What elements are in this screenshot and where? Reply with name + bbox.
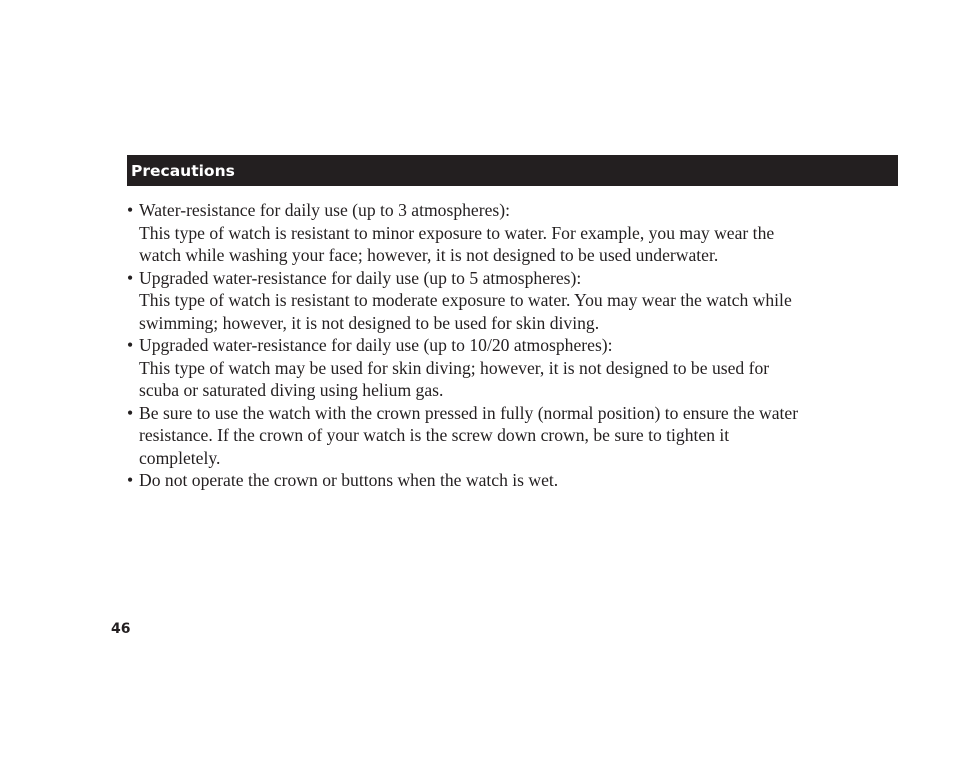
section-header [127,155,898,186]
item-text: Do not operate the crown or buttons when the watch is wet. [139,470,559,490]
section-title: Precautions [131,161,235,180]
bullet-icon: • [127,200,134,220]
bullet-icon: • [127,470,134,490]
precautions-list [127,199,807,492]
bullet-icon: • [127,335,134,355]
item-heading: Upgraded water-resistance for daily use (up to 10/20 atmospheres): [139,335,613,355]
item-body: This type of watch may be used for skin diving; however, it is not designed to be used for scuba or saturated diving using helium gas. [139,357,770,400]
bullet-icon: • [127,267,134,288]
list-item [127,402,807,470]
item-text: Be sure to use the watch with the crown pressed in fully (normal position) to ensure the water resistance. If the crown of your watch is the screw down crown, be sure to tighten it completely. [139,402,799,468]
item-heading: Upgraded water-resistance for daily use (up to 5 atmospheres): [139,267,582,288]
item-body: This type of watch is resistant to moderate exposure to water. You may wear the watch while swimming; however, it is not designed to be used for skin diving. [139,290,792,333]
list-item [127,469,807,492]
item-body: This type of watch is resistant to minor exposure to water. For example, you may wear the watch while washing your face; however, it is not designed to be used underwater. [139,222,775,265]
list-item [127,334,807,402]
list-item [127,199,807,267]
item-heading: Water-resistance for daily use (up to 3 atmospheres): [139,200,510,220]
page-number: 46 [111,621,131,637]
list-item [127,267,807,335]
bullet-icon: • [127,402,134,423]
